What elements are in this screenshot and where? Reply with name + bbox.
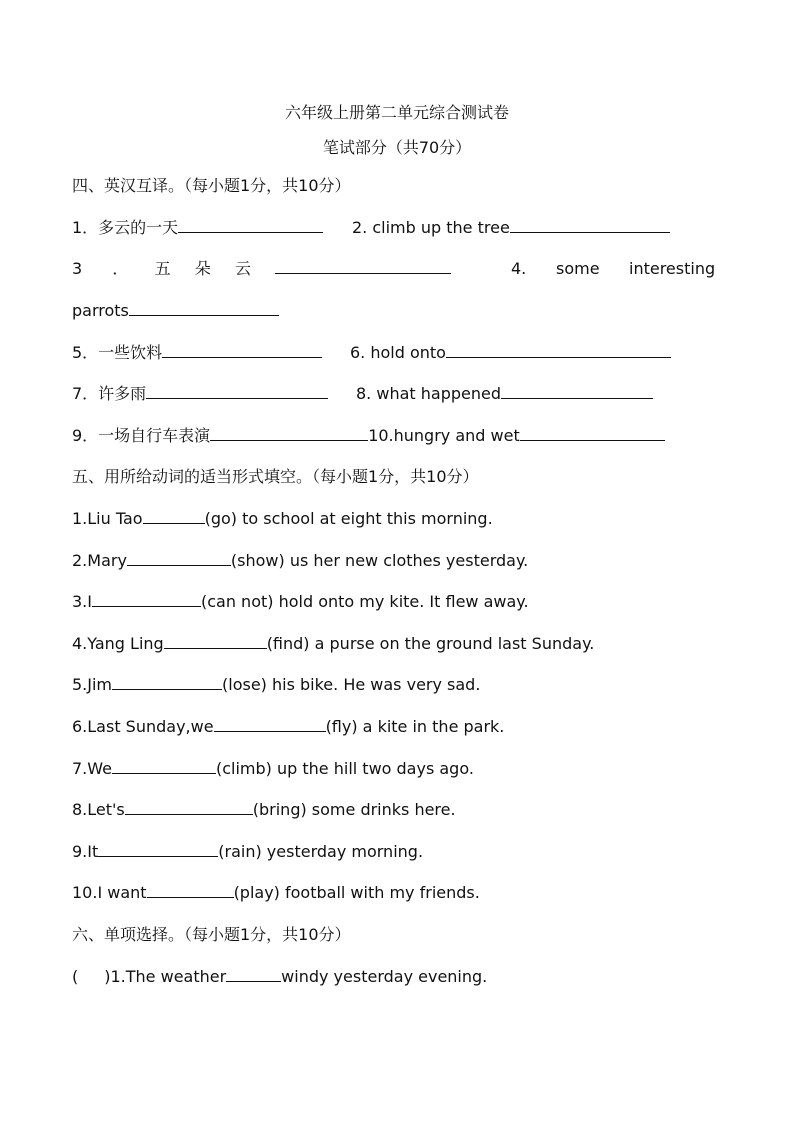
item-prefix: 4.Yang Ling	[72, 634, 164, 653]
item-prefix: 3.I	[72, 592, 92, 611]
item-suffix: (fly) a kite in the park.	[325, 717, 505, 736]
fill-item	[72, 674, 480, 696]
fill-item	[72, 633, 594, 655]
item-prefix: 7.We	[72, 759, 112, 778]
question-dot: ．	[112, 259, 129, 278]
answer-blank[interactable]	[178, 217, 323, 233]
item-suffix: (go) to school at eight this morning.	[204, 509, 493, 528]
page-subtitle: 笔试部分（共70分）	[322, 138, 472, 157]
fill-item	[72, 882, 480, 904]
answer-blank[interactable]	[125, 799, 253, 815]
question-number: 3	[72, 259, 83, 278]
answer-blank[interactable]	[127, 550, 231, 566]
answer-blank[interactable]	[92, 591, 201, 607]
fill-item	[72, 799, 456, 821]
answer-blank[interactable]	[146, 383, 328, 399]
answer-blank[interactable]	[112, 674, 222, 690]
fill-item	[72, 758, 474, 780]
question-row	[511, 258, 526, 280]
item-prefix: 9.It	[72, 842, 99, 861]
item-suffix: (bring) some drinks here.	[252, 800, 456, 819]
answer-paren-open: (	[72, 967, 79, 986]
answer-blank[interactable]	[446, 342, 671, 358]
question-text: 5．一些饮料	[72, 343, 163, 362]
section6-heading: 六、单项选择。（每小题1分，共10分）	[72, 925, 351, 944]
question-text: 6. hold onto	[350, 343, 446, 362]
answer-blank[interactable]	[112, 758, 216, 774]
item-prefix: 2.Mary	[72, 551, 127, 570]
question-text: windy yesterday evening.	[281, 967, 488, 986]
answer-blank[interactable]	[162, 342, 322, 358]
fill-item	[72, 591, 529, 613]
answer-blank[interactable]	[129, 300, 279, 316]
question-text: 9．一场自行车表演	[72, 426, 211, 445]
choice-item	[72, 966, 487, 988]
item-suffix: (rain) yesterday morning.	[218, 842, 424, 861]
question-row	[72, 258, 451, 280]
fill-item	[72, 508, 493, 530]
item-prefix: 5.Jim	[72, 675, 113, 694]
question-char: 朵	[194, 259, 211, 278]
answer-blank[interactable]	[214, 716, 326, 732]
question-text: 7．许多雨	[72, 384, 147, 403]
question-text: 8. what happened	[356, 384, 501, 403]
answer-blank[interactable]	[164, 633, 267, 649]
question-text: 2. climb up the tree	[352, 218, 510, 237]
item-prefix: 8.Let's	[72, 800, 125, 819]
question-row	[72, 342, 322, 364]
item-suffix: (lose) his bike. He was very sad.	[222, 675, 481, 694]
section4-heading: 四、英汉互译。（每小题1分，共10分）	[72, 176, 351, 195]
item-suffix: (can not) hold onto my kite. It flew away.	[200, 592, 529, 611]
question-row	[356, 383, 653, 405]
answer-blank[interactable]	[143, 508, 205, 524]
answer-blank[interactable]	[275, 258, 451, 274]
question-word: interesting	[629, 259, 716, 278]
item-prefix: 6.Last Sunday,we	[72, 717, 214, 736]
answer-blank[interactable]	[147, 882, 234, 898]
item-suffix: (play) football with my friends.	[233, 883, 480, 902]
fill-item	[72, 550, 528, 572]
answer-blank[interactable]	[501, 383, 653, 399]
question-row	[72, 217, 323, 239]
item-suffix: (find) a purse on the ground last Sunday.	[266, 634, 595, 653]
question-row	[72, 300, 279, 322]
answer-blank[interactable]	[510, 217, 670, 233]
question-text: )1.The weather	[104, 967, 227, 986]
question-number: 4.	[511, 259, 527, 278]
item-suffix: (show) us her new clothes yesterday.	[230, 551, 529, 570]
question-word: some	[556, 259, 600, 278]
question-text: 1．多云的一天	[72, 218, 179, 237]
answer-blank[interactable]	[210, 425, 368, 441]
item-suffix: (climb) up the hill two days ago.	[216, 759, 474, 778]
section5-heading: 五、用所给动词的适当形式填空。（每小题1分，共10分）	[72, 467, 479, 486]
question-row	[352, 217, 670, 239]
question-char: 五	[154, 259, 171, 278]
fill-item	[72, 841, 423, 863]
question-text: 10.hungry and wet	[368, 426, 520, 445]
question-row	[350, 342, 671, 364]
fill-item	[72, 716, 504, 738]
question-row	[72, 425, 665, 447]
answer-blank[interactable]	[98, 841, 218, 857]
question-row	[72, 383, 328, 405]
answer-blank[interactable]	[226, 966, 281, 982]
answer-blank[interactable]	[520, 425, 665, 441]
item-prefix: 1.Liu Tao	[72, 509, 143, 528]
question-word: parrots	[72, 301, 129, 320]
question-char: 云	[234, 259, 251, 278]
item-prefix: 10.I want	[72, 883, 147, 902]
page-title: 六年级上册第二单元综合测试卷	[284, 103, 509, 122]
